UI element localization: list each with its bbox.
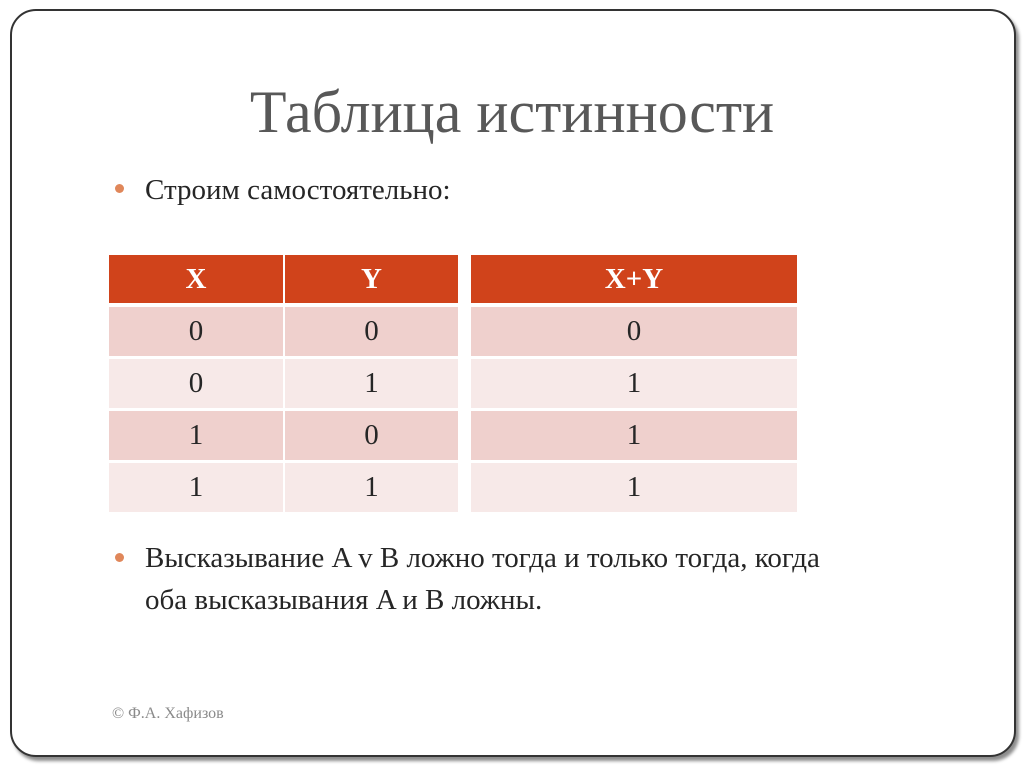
- table-cell: 1: [285, 463, 458, 515]
- table-row: [471, 307, 797, 359]
- table-cell: 1: [285, 359, 458, 411]
- bullet-dot-icon: [115, 184, 124, 193]
- table-cell: 1: [109, 411, 285, 463]
- table-row: [109, 463, 458, 515]
- table-cell: 0: [109, 307, 285, 359]
- header-cell-x-plus-y: X+Y: [471, 255, 797, 307]
- header-cell-y: Y: [285, 255, 458, 307]
- table-cell: 0: [285, 411, 458, 463]
- slide-title: Таблица истинности: [249, 79, 775, 145]
- header-cell-x: X: [109, 255, 285, 307]
- bullet-dot-icon: [115, 553, 124, 562]
- footer-copyright: © Ф.А. Хафизов: [112, 705, 224, 722]
- table-cell: 0: [471, 307, 797, 359]
- table-cell: 1: [471, 411, 797, 463]
- bullet-text-2-line-1: Высказывание A v B ложно тогда и только тогда, когда: [145, 542, 820, 574]
- inputs-header-row: [109, 255, 458, 307]
- result-table: [471, 255, 797, 515]
- table-row: [109, 359, 458, 411]
- bullet-text-1: Строим самостоятельно:: [145, 174, 451, 206]
- table-cell: 1: [109, 463, 285, 515]
- table-row: [471, 359, 797, 411]
- table-row: [109, 307, 458, 359]
- result-header-row: [471, 255, 797, 307]
- table-row: [471, 463, 797, 515]
- bullet-text-2-line-2: оба высказывания A и B ложны.: [145, 584, 543, 616]
- table-cell: 1: [471, 463, 797, 515]
- table-row: [109, 411, 458, 463]
- inputs-table: [109, 255, 458, 515]
- table-cell: 0: [109, 359, 285, 411]
- table-cell: 0: [285, 307, 458, 359]
- table-cell: 1: [471, 359, 797, 411]
- table-row: [471, 411, 797, 463]
